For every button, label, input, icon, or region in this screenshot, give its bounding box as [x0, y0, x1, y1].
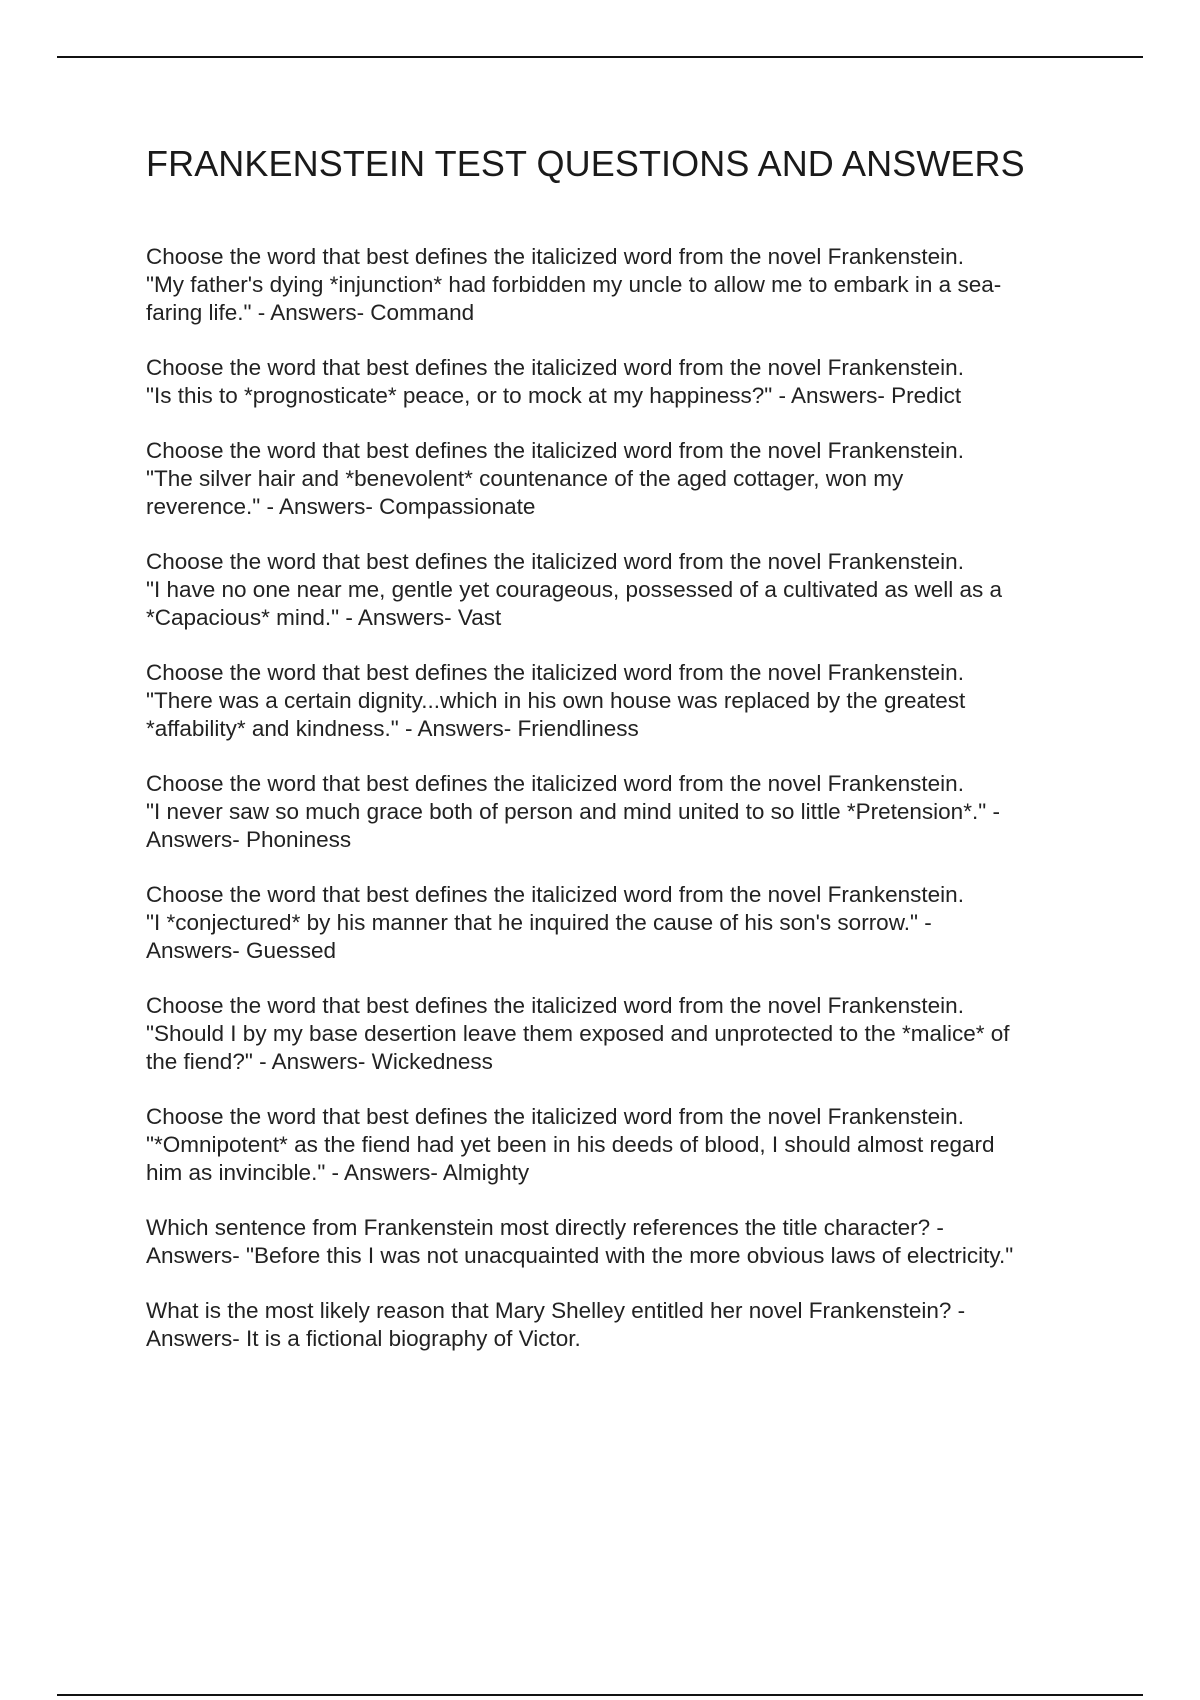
qa-line: "I have no one near me, gentle yet courageous, possessed of a cultivated as well as a [146, 577, 1003, 602]
qa-line: reverence." - Answers- Compassionate [146, 494, 536, 519]
qa-line: Answers- Phoniness [146, 827, 352, 852]
qa-line: "There was a certain dignity...which in his own house was replaced by the greatest [146, 688, 966, 713]
qa-line: "Is this to *prognosticate* peace, or to mock at my happiness?" - Answers- Predict [146, 383, 962, 408]
qa-line: Answers- "Before this I was not unacquainted with the more obvious laws of electricity." [146, 1243, 1014, 1268]
qa-list [146, 243, 1086, 1380]
qa-line: What is the most likely reason that Mary Shelley entitled her novel Frankenstein? - [146, 1298, 966, 1323]
qa-line: the fiend?" - Answers- Wickedness [146, 1049, 493, 1074]
qa-line: "I never saw so much grace both of person and mind united to so little *Pretension*." - [146, 799, 1000, 824]
qa-line: Which sentence from Frankenstein most directly references the title character? - [146, 1215, 944, 1240]
qa-line: faring life." - Answers- Command [146, 300, 475, 325]
top-rule [57, 56, 1143, 58]
qa-line: Choose the word that best defines the italicized word from the novel Frankenstein. [146, 993, 964, 1018]
qa-item [146, 1214, 1086, 1270]
qa-item [146, 437, 1086, 521]
qa-line: Answers- It is a fictional biography of Victor. [146, 1326, 581, 1351]
qa-item [146, 992, 1086, 1076]
qa-item [146, 881, 1086, 965]
qa-item [146, 659, 1086, 743]
qa-line: *Capacious* mind." - Answers- Vast [146, 605, 502, 630]
qa-item [146, 1297, 1086, 1353]
qa-line: "*Omnipotent* as the fiend had yet been in his deeds of blood, I should almost regard [146, 1132, 995, 1157]
qa-item [146, 243, 1086, 327]
qa-line: Answers- Guessed [146, 938, 337, 963]
qa-line: "My father's dying *injunction* had forbidden my uncle to allow me to embark in a sea- [146, 272, 1002, 297]
qa-line: Choose the word that best defines the italicized word from the novel Frankenstein. [146, 882, 964, 907]
qa-item [146, 548, 1086, 632]
qa-line: Choose the word that best defines the italicized word from the novel Frankenstein. [146, 660, 964, 685]
qa-item [146, 354, 1086, 410]
qa-item [146, 1103, 1086, 1187]
qa-line: him as invincible." - Answers- Almighty [146, 1160, 530, 1185]
qa-item [146, 770, 1086, 854]
qa-line: Choose the word that best defines the italicized word from the novel Frankenstein. [146, 771, 964, 796]
qa-line: "Should I by my base desertion leave them exposed and unprotected to the *malice* of [146, 1021, 1010, 1046]
bottom-rule [57, 1694, 1143, 1696]
qa-line: *affability* and kindness." - Answers- Friendliness [146, 716, 639, 741]
qa-line: Choose the word that best defines the italicized word from the novel Frankenstein. [146, 244, 964, 269]
qa-line: "I *conjectured* by his manner that he inquired the cause of his son's sorrow." - [146, 910, 932, 935]
document-title: FRANKENSTEIN TEST QUESTIONS AND ANSWERS [146, 143, 1025, 184]
qa-line: "The silver hair and *benevolent* countenance of the aged cottager, won my [146, 466, 904, 491]
qa-line: Choose the word that best defines the italicized word from the novel Frankenstein. [146, 1104, 964, 1129]
qa-line: Choose the word that best defines the italicized word from the novel Frankenstein. [146, 438, 964, 463]
qa-line: Choose the word that best defines the italicized word from the novel Frankenstein. [146, 549, 964, 574]
qa-line: Choose the word that best defines the italicized word from the novel Frankenstein. [146, 355, 964, 380]
